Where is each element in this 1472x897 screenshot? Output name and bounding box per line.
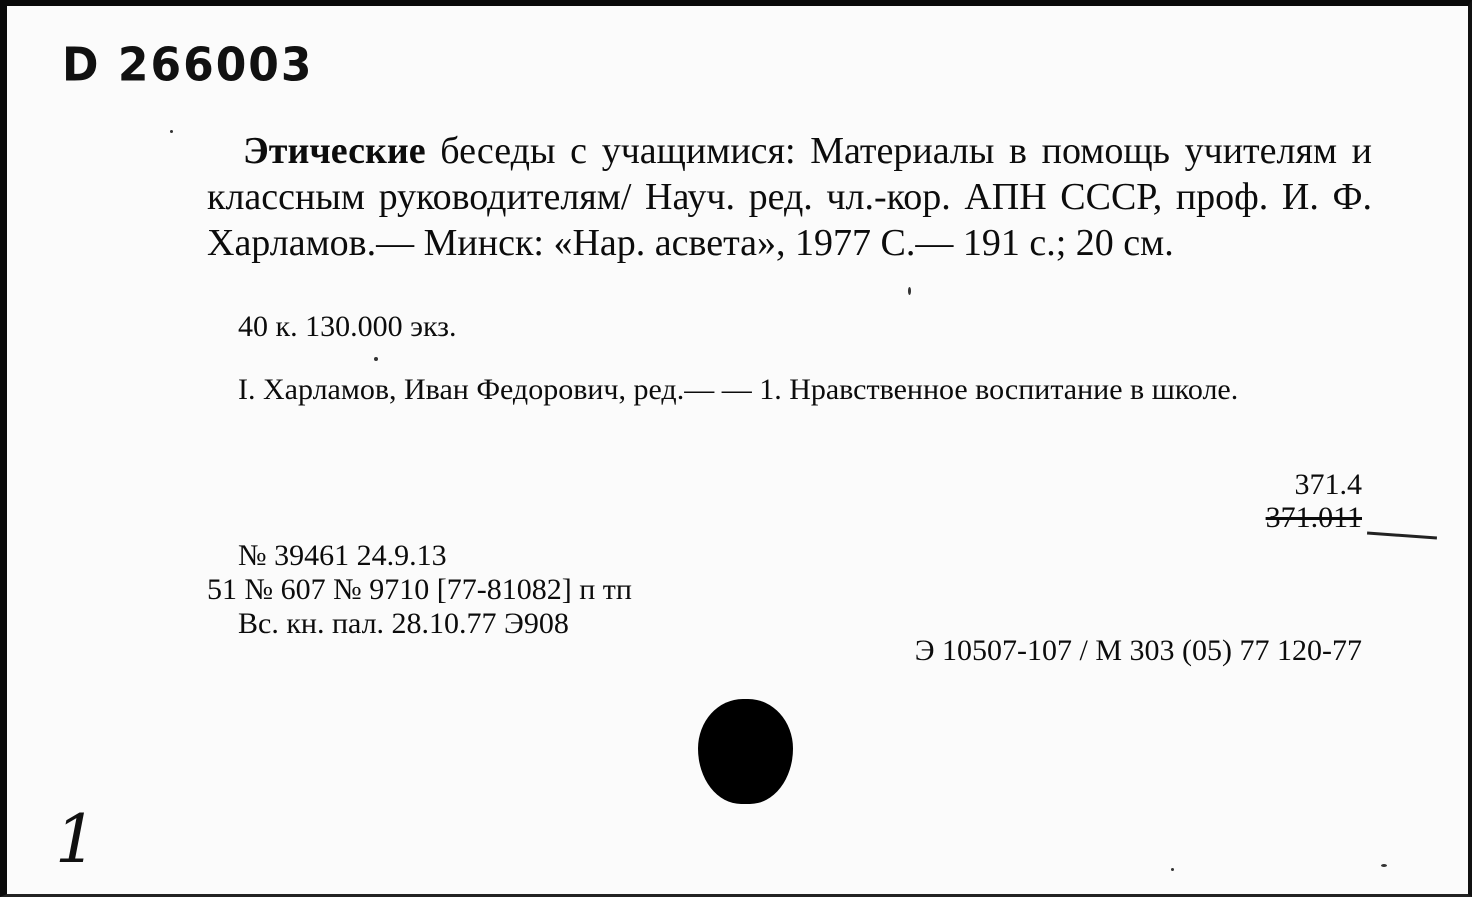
title-bold-word: Этические: [243, 130, 426, 172]
handwritten-sheet-number: 1: [55, 801, 97, 878]
speck-mark: [170, 130, 173, 133]
acquisition-number: D 266003: [62, 38, 314, 93]
subject-tracings: I. Харламов, Иван Федорович, ред.— — 1. Нравственное воспитание в школе.: [238, 373, 1239, 406]
bibliographic-index-code: Э 10507-107 / М 303 (05) 77 120-77: [914, 634, 1362, 667]
print-info-line-2: 51 № 607 № 9710 [77-81082] п тп: [207, 573, 632, 606]
strike-line: [1367, 532, 1437, 540]
print-info-line-3: Вс. кн. пал. 28.10.77 Э908: [238, 607, 569, 640]
speck-mark: [1381, 864, 1387, 867]
speck-mark: [908, 287, 911, 295]
speck-mark: [374, 357, 378, 361]
struck-classification-number: 371.011: [1265, 501, 1362, 534]
main-entry-text: беседы с учащимися: Материалы в помощь учителям и классным руководителям/ Науч. ред. чл.-кор. АПН СССР, проф. И. Ф. Харламов.— Минск: «Нар. асвета», 1977 С.— 191 с.; 20 см.: [207, 130, 1372, 264]
price-circulation: 40 к. 130.000 экз.: [238, 310, 457, 343]
classification-number: 371.4: [1294, 468, 1362, 501]
bibliographic-description: [207, 128, 1372, 266]
print-info-line-1: № 39461 24.9.13: [238, 539, 447, 572]
punch-hole: [698, 699, 793, 804]
speck-mark: [1171, 868, 1174, 871]
